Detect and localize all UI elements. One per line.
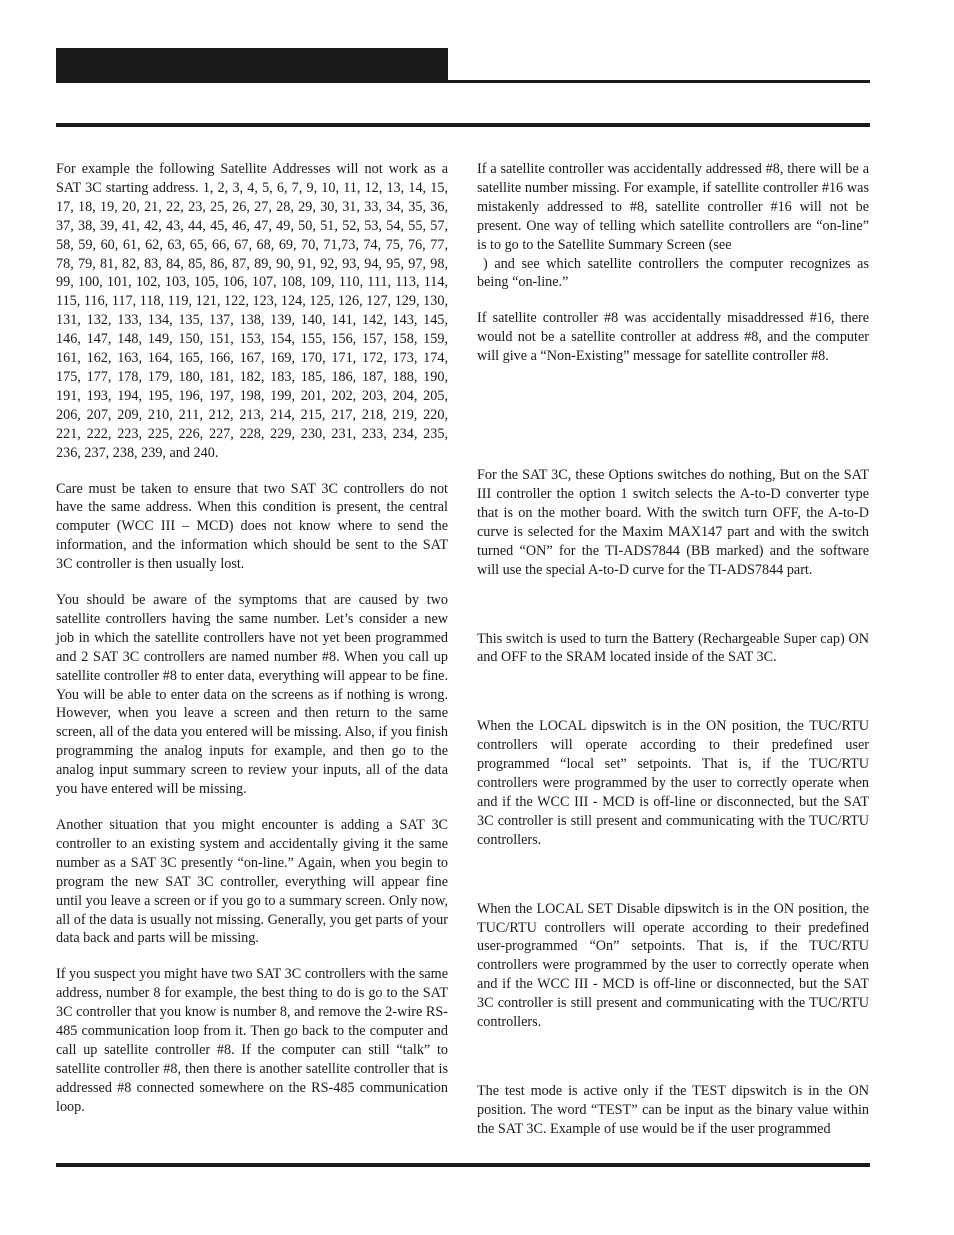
header-rule (56, 80, 870, 83)
paragraph-misaddressed-16: If satellite controller #8 was accidentally misaddressed #16, there would not be a satellite controller at address #8, and the computer will give a “Non-Existing” message for satellite controller #8. (477, 310, 869, 365)
paragraph-duplicate-address-warning: Care must be taken to ensure that two SAT 3C controllers do not have the same address. When this condition is present, the central computer (WCC III – MCD) does not know where to send the information, and the information which should be sent to the SAT 3C controller is then usually lost. (56, 480, 448, 573)
paragraph-local-dipswitch: When the LOCAL dipswitch is in the ON position, the TUC/RTU controllers will operate according to their predefined user programmed “local set” setpoints. That is, if the TUC/RTU controllers were programmed by the user to correctly operate when and if the WCC III - MCD is off-line or disconnected, but the SAT 3C controller is still present and communicating with the TUC/RTU controllers. (477, 718, 869, 848)
paragraph-duplicate-symptoms: You should be aware of the symptoms that are caused by two satellite controllers having the same number. Let’s consider a new job in which the satellite controllers have not yet been programmed and 2 SAT 3C controllers are named number #8. When you call up satellite controller #8 to enter data, everything will appear to be fine. You will be able to enter data on the screens as if nothing is wrong. However, when you leave a screen and then return to the same screen, all of the data you entered will be missing. Also, if you finish programming the analog inputs for example, and then go to the analog input summary screen to review your inputs, all of the data you have entered will be missing. (56, 592, 448, 798)
paragraph-invalid-addresses: For example the following Satellite Addresses will not work as a SAT 3C starting address. 1, 2, 3, 4, 5, 6, 7, 9, 10, 11, 12, 13, 14, 15, 17, 18, 19, 20, 21, 22, 23, 25, 26, 27, 28, 29, 30, 31, 33, 34, 35, 36, 37, 38, 39, 41, 42, 43, 44, 45, 46, 47, 49, 50, 51, 52, 53, 54, 55, 57, 58, 59, 60, 61, 62, 63, 65, 66, 67, 68, 69, 70, 71,73, 74, 75, 76, 77, 78, 79, 81, 82, 83, 84, 85, 86, 87, 89, 90, 91, 92, 93, 94, 95, 97, 98, 99, 100, 101, 102, 103, 105, 106, 107, 108, 109, 110, 111, 113, 114, 115, 116, 117, 118, 119, 121, 122, 123, 124, 125, 126, 127, 129, 130, 131, 132, 133, 134, 135, 137, 138, 139, 140, 141, 142, 143, 145, 146, 147, 148, 149, 150, 151, 153, 154, 155, 156, 157, 158, 159, 161, 162, 163, 164, 165, 166, 167, 169, 170, 171, 172, 173, 174, 175, 177, 178, 179, 180, 181, 182, 183, 185, 186, 187, 188, 190, 191, 193, 194, 195, 196, 197, 198, 199, 201, 202, 203, 204, 205, 206, 207, 209, 210, 211, 212, 213, 214, 215, 217, 218, 219, 220, 221, 222, 223, 225, 226, 227, 228, 229, 230, 231, 233, 234, 235, 236, 237, 238, 239, and 240. (56, 161, 448, 461)
paragraph-missing-satellite-cont: ) and see which satellite controllers the computer recognizes as being “on-line.” (477, 255, 869, 291)
paragraph-suspect-duplicate: If you suspect you might have two SAT 3C controllers with the same address, number 8 for example, the best thing to do is go to the SAT 3C controller that you know is number 8, and remove the 2-wire RS-485 communication loop from it. Then go back to the computer and call up satellite controller #8. If the computer can still “talk” to satellite controller #8, then there is another satellite controller that is addressed #8 connected somewhere on the RS-485 communication loop. (56, 966, 448, 1115)
bottom-divider (56, 1163, 870, 1167)
paragraph-options-switches: For the SAT 3C, these Options switches do nothing, But on the SAT III controller the option 1 switch selects the A-to-D converter type that is on the mother board. With the switch turn OFF, the A-to-D curve is selected for the Maxim MAX147 part and with the switch turned “ON” for the TI-ADS7844 (BB marked) and the software will use the special A-to-D curve for the TI-ADS7844 part. (477, 467, 869, 578)
top-divider (56, 123, 870, 127)
right-column (477, 160, 869, 1139)
paragraph-test-mode: The test mode is active only if the TEST dipswitch is in the ON position. The word “TEST” can be input as the binary value within the SAT 3C. Example of use would be if the user programmed (477, 1083, 869, 1137)
paragraph-missing-satellite: If a satellite controller was accidentally addressed #8, there will be a satellite number missing. For example, if satellite controller #16 was mistakenly addressed to #8, satellite controller #16 will not be present. One way of telling which satellite controllers are “on-line” is to go to the Satellite Summary Screen (see (477, 161, 869, 253)
paragraph-adding-controller: Another situation that you might encounter is adding a SAT 3C controller to an existing system and accidentally giving it the same number as a SAT 3C presently “on-line.” Again, when you begin to program the new SAT 3C controller, everything will appear fine until you leave a screen or if you go to a summary screen. Only now, all of the data is usually not missing. Generally, you get parts of your data back and parts will be missing. (56, 817, 448, 947)
left-column (56, 160, 448, 1117)
paragraph-battery-switch: This switch is used to turn the Battery (Rechargeable Super cap) ON and OFF to the SRAM located inside of the SAT 3C. (477, 630, 869, 666)
paragraph-local-set-disable: When the LOCAL SET Disable dipswitch is in the ON position, the TUC/RTU controllers will operate according to their predefined user-programmed “On” setpoints. That is, if the TUC/RTU controllers were programmed by the user to correctly operate when and if the WCC III - MCD is off-line or disconnected, but the SAT 3C controller is still present and communicating with the TUC/RTU controllers. (477, 900, 869, 1031)
header-bar (56, 48, 448, 81)
